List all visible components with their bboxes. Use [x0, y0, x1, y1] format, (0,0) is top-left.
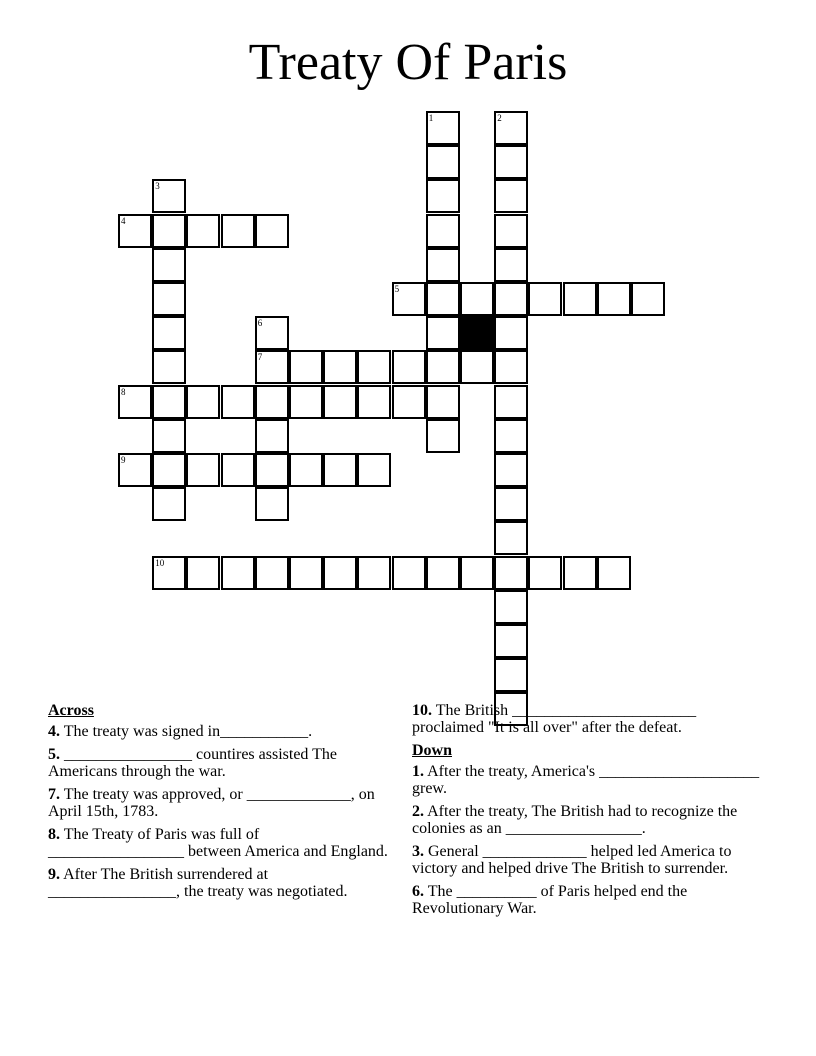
- grid-cell[interactable]: [426, 350, 460, 384]
- grid-cell[interactable]: [255, 419, 289, 453]
- grid-cell[interactable]: [426, 385, 460, 419]
- grid-cell[interactable]: [152, 248, 186, 282]
- grid-cell[interactable]: [426, 145, 460, 179]
- clue-number: 7: [257, 352, 263, 363]
- down-clue-3: 3. General _____________ helped led America to victory and helped drive The British to surrender.: [412, 843, 732, 877]
- grid-cell[interactable]: [392, 556, 426, 590]
- clue-number: 9: [121, 455, 126, 465]
- across-heading: Across: [48, 702, 94, 719]
- grid-cell[interactable]: [152, 179, 186, 213]
- grid-cell[interactable]: [494, 248, 528, 282]
- grid-cell[interactable]: [118, 453, 152, 487]
- grid-cell[interactable]: [494, 111, 528, 145]
- grid-cell[interactable]: [357, 556, 391, 590]
- clue-number: 1: [428, 113, 434, 123]
- grid-cell[interactable]: [152, 453, 186, 487]
- clue-number: 10: [155, 557, 165, 568]
- grid-cell[interactable]: [392, 282, 426, 316]
- grid-cell[interactable]: [323, 556, 357, 590]
- down-clue-6: 6. The __________ of Paris helped end the Revolutionary War.: [412, 883, 688, 917]
- clues-right-column: [412, 702, 772, 923]
- black-square: [460, 316, 494, 350]
- grid-cell[interactable]: [186, 214, 220, 248]
- grid-cell[interactable]: [494, 556, 528, 590]
- grid-cell[interactable]: [255, 350, 289, 384]
- grid-cell[interactable]: [494, 658, 528, 692]
- grid-cell[interactable]: [152, 214, 186, 248]
- clue-number: 2: [497, 113, 502, 123]
- grid-cell[interactable]: [152, 556, 186, 590]
- grid-cell[interactable]: [289, 556, 323, 590]
- grid-cell[interactable]: [357, 453, 391, 487]
- across-clue-8: 8. The Treaty of Paris was full of _________________ between America and England.: [48, 826, 388, 860]
- clue-number: 5: [394, 284, 400, 294]
- grid-cell[interactable]: [289, 385, 323, 419]
- grid-cell[interactable]: [152, 385, 186, 419]
- grid-cell[interactable]: [426, 111, 460, 145]
- grid-cell[interactable]: [494, 179, 528, 213]
- grid-cell[interactable]: [528, 282, 562, 316]
- grid-cell[interactable]: [186, 453, 220, 487]
- grid-cell[interactable]: [494, 521, 528, 555]
- down-clue-1: 1. After the treaty, America's ____________________ grew.: [412, 763, 760, 797]
- grid-cell[interactable]: [597, 282, 631, 316]
- grid-cell[interactable]: [118, 385, 152, 419]
- grid-cell[interactable]: [392, 350, 426, 384]
- grid-cell[interactable]: [426, 179, 460, 213]
- clue-number: 8: [121, 386, 126, 397]
- across-clue-9: 9. After The British surrendered at ________________, the treaty was negotiated.: [48, 866, 348, 900]
- grid-cell[interactable]: [460, 350, 494, 384]
- grid-cell[interactable]: [494, 145, 528, 179]
- clue-number: 4: [121, 215, 126, 226]
- grid-cell[interactable]: [528, 556, 562, 590]
- grid-cell[interactable]: [392, 385, 426, 419]
- grid-cell[interactable]: [152, 316, 186, 350]
- grid-cell[interactable]: [221, 453, 255, 487]
- across-clue-5: 5. ________________ countires assisted The Americans through the war.: [48, 746, 338, 780]
- grid-cell[interactable]: [494, 453, 528, 487]
- across-clue-10: 10. The British _______________________ proclaimed "It is all over" after the defeat.: [412, 702, 697, 736]
- down-clue-2: 2. After the treaty, The British had to recognize the colonies as an _________________.: [412, 803, 738, 837]
- grid-cell[interactable]: [597, 556, 631, 590]
- grid-cell[interactable]: [426, 282, 460, 316]
- grid-cell[interactable]: [494, 590, 528, 624]
- clue-number: 6: [257, 318, 263, 329]
- grid-cell[interactable]: [563, 282, 597, 316]
- grid-cell[interactable]: [460, 282, 494, 316]
- grid-cell[interactable]: [221, 556, 255, 590]
- grid-cell[interactable]: [426, 556, 460, 590]
- grid-cell[interactable]: [221, 214, 255, 248]
- grid-cell[interactable]: [426, 316, 460, 350]
- grid-cell[interactable]: [323, 350, 357, 384]
- grid-cell[interactable]: [186, 556, 220, 590]
- grid-cell[interactable]: [289, 453, 323, 487]
- grid-cell[interactable]: [494, 316, 528, 350]
- grid-cell[interactable]: [494, 214, 528, 248]
- grid-cell[interactable]: [426, 214, 460, 248]
- clues-left-column: [48, 702, 393, 906]
- grid-cell[interactable]: [255, 316, 289, 350]
- grid-cell[interactable]: [255, 556, 289, 590]
- grid-cell[interactable]: [152, 350, 186, 384]
- grid-cell[interactable]: [494, 419, 528, 453]
- grid-cell[interactable]: [152, 419, 186, 453]
- grid-cell[interactable]: [357, 350, 391, 384]
- grid-cell[interactable]: [152, 282, 186, 316]
- grid-cell[interactable]: [426, 419, 460, 453]
- grid-cell[interactable]: [255, 487, 289, 521]
- page-title: Treaty Of Paris: [248, 34, 568, 91]
- grid-cell[interactable]: [357, 385, 391, 419]
- grid-cell[interactable]: [186, 385, 220, 419]
- grid-cell[interactable]: [494, 350, 528, 384]
- across-clue-4: 4. The treaty was signed in___________.: [48, 723, 313, 740]
- grid-cell[interactable]: [494, 487, 528, 521]
- down-heading: Down: [412, 742, 453, 759]
- grid-cell[interactable]: [221, 385, 255, 419]
- grid-cell[interactable]: [426, 248, 460, 282]
- clue-number: 3: [155, 181, 160, 192]
- grid-cell[interactable]: [323, 453, 357, 487]
- grid-cell[interactable]: [255, 453, 289, 487]
- grid-cell[interactable]: [152, 487, 186, 521]
- grid-cell[interactable]: [289, 350, 323, 384]
- grid-cell[interactable]: [494, 385, 528, 419]
- grid-cell[interactable]: [631, 282, 665, 316]
- grid-cell[interactable]: [323, 385, 357, 419]
- grid-cell[interactable]: [118, 214, 152, 248]
- grid-cell[interactable]: [494, 624, 528, 658]
- grid-cell[interactable]: [494, 282, 528, 316]
- across-clue-7: 7. The treaty was approved, or _____________, on April 15th, 1783.: [48, 786, 375, 820]
- grid-cell[interactable]: [460, 556, 494, 590]
- grid-cell[interactable]: [563, 556, 597, 590]
- grid-cell[interactable]: [255, 214, 289, 248]
- grid-cell[interactable]: [255, 385, 289, 419]
